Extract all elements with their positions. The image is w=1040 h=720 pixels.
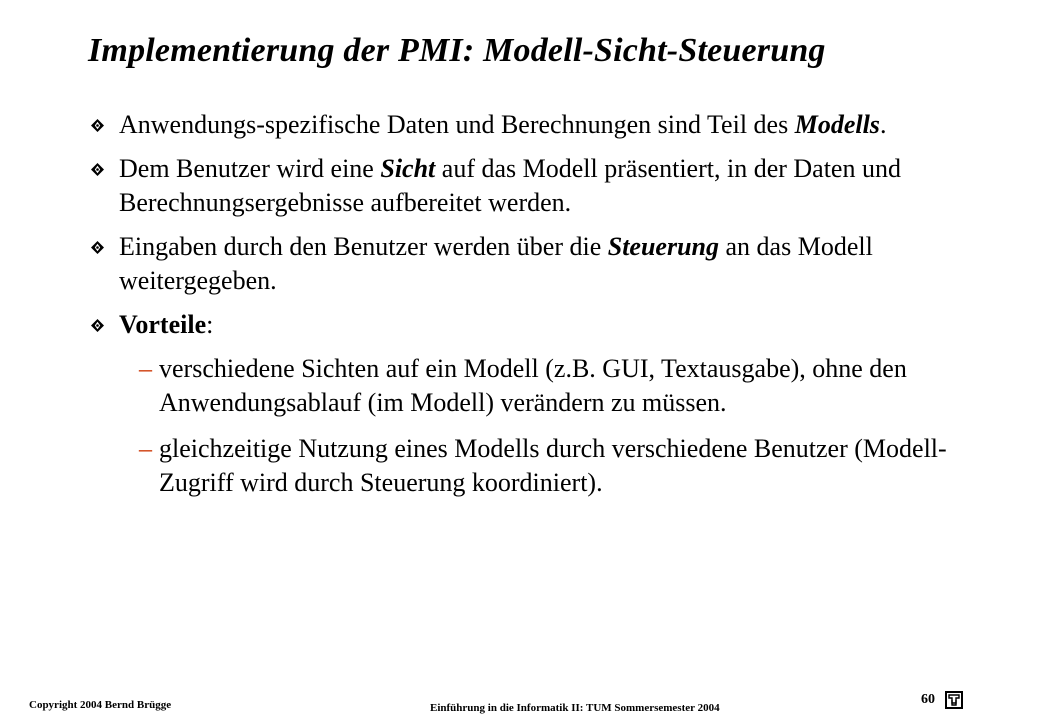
sub-bullet-text: gleichzeitige Nutzung eines Modells durch verschiedene Benutzer (Modell-Zugriff wird durch Steuerung koordiniert). bbox=[159, 434, 947, 497]
bullet-text: auf das Modell präsentiert, in der Daten und Berechnungsergebnisse aufbereitet werden. bbox=[119, 154, 901, 217]
bullet-text: an das Modell weitergegeben. bbox=[119, 232, 873, 295]
diamond-bullet-icon bbox=[84, 230, 110, 264]
sub-bullet-text: verschiedene Sichten auf ein Modell (z.B. GUI, Textausgabe), ohne den Anwendungsablauf (im Modell) verändern zu müssen. bbox=[159, 354, 907, 417]
bullet-text: Anwendungs-spezifische Daten und Berechnungen sind Teil des bbox=[119, 110, 795, 139]
tum-logo-icon bbox=[945, 691, 963, 709]
bullet-text: Eingaben durch den Benutzer werden über die bbox=[119, 232, 608, 261]
dash-marker: – bbox=[139, 354, 152, 383]
diamond-bullet-icon bbox=[84, 152, 110, 186]
bullet-strong: Vorteile bbox=[119, 310, 207, 339]
sub-bullet-item bbox=[84, 432, 984, 500]
bullet-item bbox=[84, 152, 984, 220]
bullet-emphasis: Steuerung bbox=[607, 232, 720, 261]
bullet-item bbox=[84, 230, 984, 298]
diamond-bullet-icon bbox=[84, 108, 110, 142]
diamond-bullet-icon bbox=[84, 308, 110, 342]
bullet-item bbox=[84, 108, 984, 142]
slide-title: Implementierung der PMI: Modell-Sicht-Steuerung bbox=[88, 32, 826, 69]
bullet-text: Dem Benutzer wird eine bbox=[119, 154, 381, 183]
dash-marker: – bbox=[139, 434, 152, 463]
page-number: 60 bbox=[921, 692, 935, 707]
bullet-emphasis: Modells bbox=[794, 110, 880, 139]
bullet-text: : bbox=[206, 310, 214, 339]
bullet-emphasis: Sicht bbox=[380, 154, 436, 183]
sub-bullet-item bbox=[84, 352, 984, 420]
bullet-text: . bbox=[879, 110, 887, 139]
copyright-text: Copyright 2004 Bernd Brügge bbox=[29, 699, 172, 711]
bullet-item bbox=[84, 308, 984, 342]
bullet-list bbox=[84, 108, 984, 512]
course-text: Einführung in die Informatik II: TUM Sommersemester 2004 bbox=[430, 702, 720, 714]
